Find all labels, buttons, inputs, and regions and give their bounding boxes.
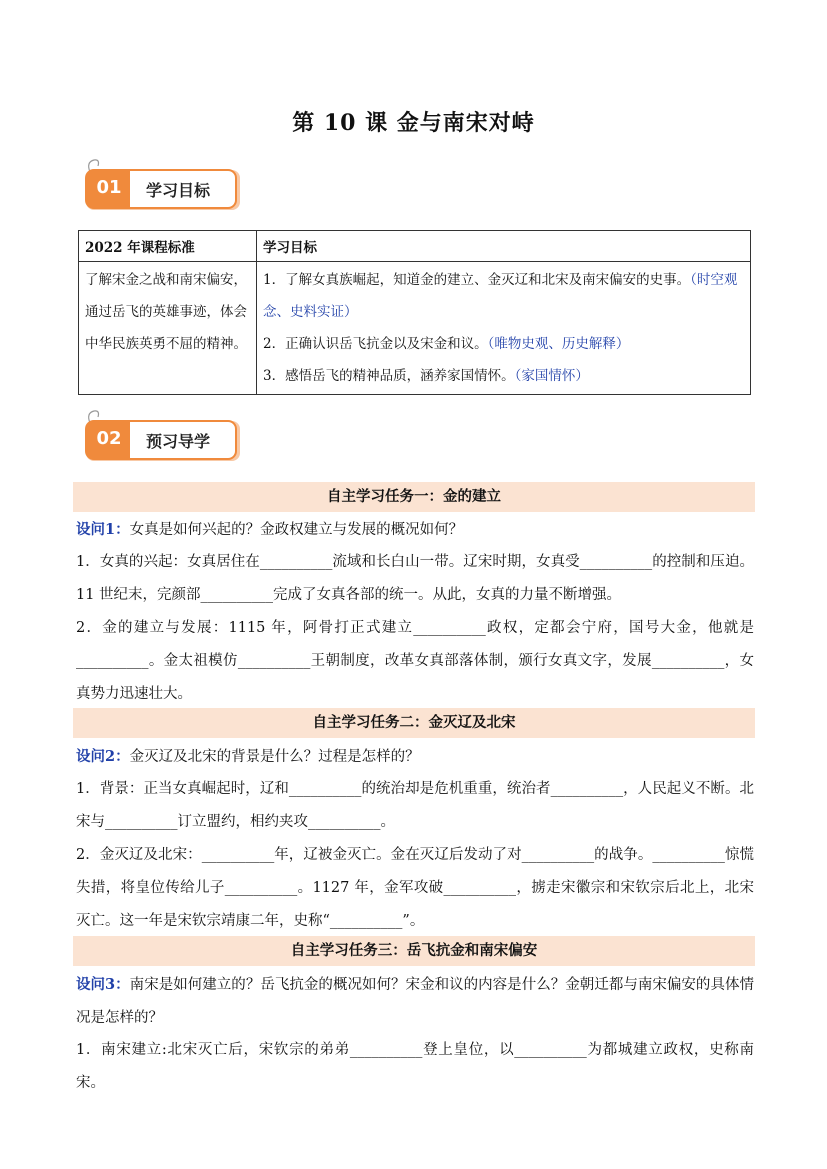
- badge-label: 预习导学: [146, 432, 211, 451]
- objective-item: [263, 328, 744, 360]
- objective-text: 3．感悟岳飞的精神品质，涵养家国情怀。: [263, 368, 515, 384]
- task-heading: 自主学习任务一：金的建立: [73, 482, 755, 512]
- paragraph: 2．金的建立与发展：1115 年，阿骨打正式建立__________政权，定都会宁府，国号大金，他就是__________。金太祖模仿__________王朝制度，改革女真部落体制，颁行女真文字，发展__________，女真势力迅速壮大。: [76, 620, 754, 702]
- objective-tag: （时空观念、史料实证）: [263, 272, 738, 320]
- badge-number: 01: [96, 177, 122, 198]
- objective-text: 1．了解女真族崛起，知道金的建立、金灭辽和北宋及南宋偏安的史事。: [263, 272, 691, 288]
- question: [76, 740, 754, 774]
- objective-tag: （家国情怀）: [514, 368, 589, 384]
- section-badge-preview: [82, 407, 242, 465]
- question-label: 设问3：: [76, 976, 130, 993]
- paragraph: 1．南宋建立:北宋灭亡后，宋钦宗的弟弟__________登上皇位，以__________为都城建立政权，史称南宋。: [76, 1042, 754, 1091]
- objective-item: [263, 360, 744, 392]
- section-badge-goals: [82, 156, 242, 214]
- header-objectives: 学习目标: [257, 231, 751, 262]
- question: [76, 968, 754, 1035]
- question-label: 设问2：: [76, 748, 130, 765]
- question: [76, 513, 754, 547]
- badge-label: 学习目标: [146, 181, 211, 200]
- objective-text: 2．正确认识岳飞抗金以及宋金和议。: [263, 336, 488, 352]
- badge-number: 02: [96, 428, 122, 449]
- page-title: 第 10 课 金与南宋对峙: [292, 110, 535, 136]
- question-text: 女真是如何兴起的？金政权建立与发展的概况如何？: [129, 522, 464, 538]
- table-row: [79, 262, 751, 395]
- question-text: 金灭辽及北宋的背景是什么？过程是怎样的？: [129, 749, 420, 765]
- task-heading: 自主学习任务二：金灭辽及北宋: [73, 708, 755, 738]
- paragraph: 1．背景：正当女真崛起时，辽和__________的统治却是危机重重，统治者__________，人民起义不断。北宋与__________订立盟约，相约夹攻__________。: [76, 781, 754, 830]
- goals-table: [78, 230, 751, 395]
- paragraph: 1．女真的兴起：女真居住在__________流域和长白山一带。辽宋时期，女真受__________的控制和压迫。11 世纪末，完颜部__________完成了女真各部的统一。从此，女真的力量不断增强。: [76, 554, 754, 603]
- paragraph: 2．金灭辽及北宋：__________年，辽被金灭亡。金在灭辽后发动了对__________的战争。__________惊慌失措，将皇位传给儿子__________。1127 年，金军攻破__________，掳走宋徽宗和宋钦宗后北上，北宋灭亡。这一年是宋钦宗靖康二年，史称“__________”。: [76, 847, 754, 929]
- task-heading: 自主学习任务三：岳飞抗金和南宋偏安: [73, 936, 755, 966]
- question-label: 设问1：: [76, 521, 130, 538]
- objective-tag: （唯物史观、历史解释）: [487, 336, 630, 352]
- question-text: 南宋是如何建立的？岳飞抗金的概况如何？宋金和议的内容是什么？金朝迁都与南宋偏安的具体情况是怎样的？: [76, 977, 754, 1026]
- header-standard: 2022 年课程标准: [79, 231, 257, 262]
- objectives-cell: [257, 262, 751, 395]
- table-header-row: [79, 231, 751, 262]
- objective-item: [263, 264, 744, 328]
- standard-cell: 了解宋金之战和南宋偏安，通过岳飞的英雄事迹，体会中华民族英勇不屈的精神。: [79, 262, 257, 395]
